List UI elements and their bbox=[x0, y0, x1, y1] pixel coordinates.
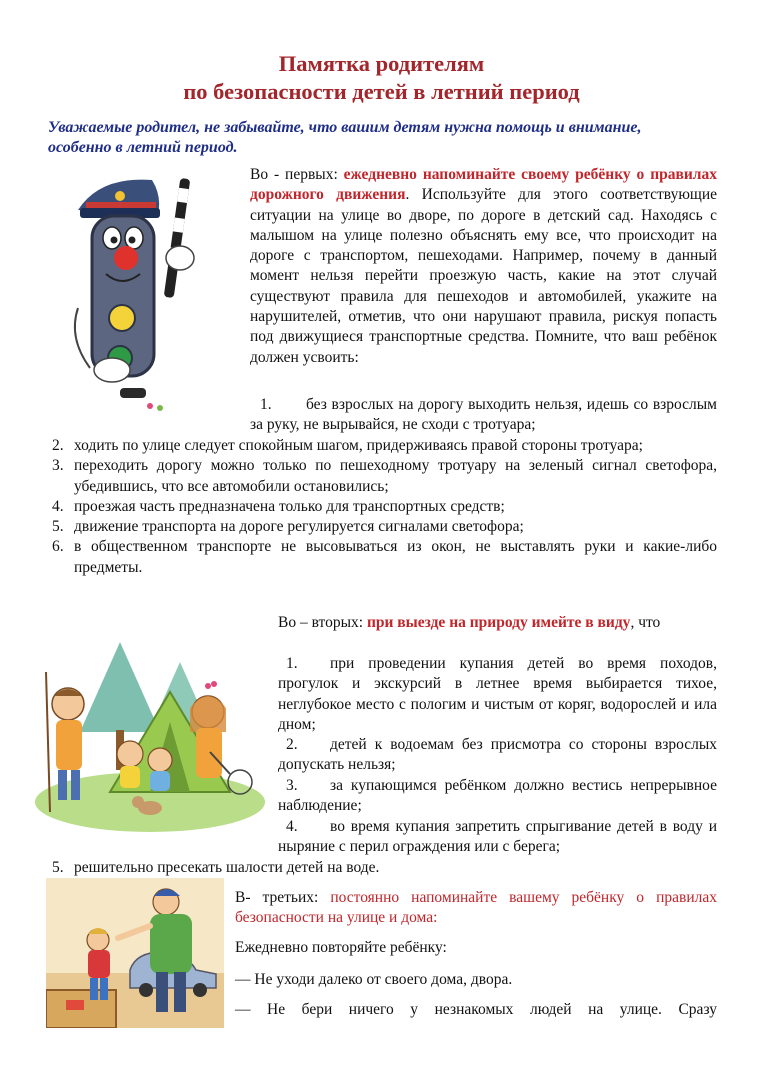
section3-line-2: — Не бери ничего у незнакомых людей на улице. Сразу bbox=[235, 1001, 717, 1018]
list-item: 4. проезжая часть предназначена только для транспортных средств; bbox=[52, 497, 505, 515]
section2-tail: , что bbox=[630, 614, 661, 631]
subtitle-line2: особенно в летний период. bbox=[48, 139, 238, 156]
family-camping-tent-icon bbox=[30, 612, 268, 842]
section3-line-1: — Не уходи далеко от своего дома, двора. bbox=[235, 971, 513, 988]
section1-list bbox=[52, 436, 717, 578]
item-text: без взрослых на дорогу выходить нельзя, идешь со взрослым за руку, не вырывайся, не сходи с тротуара; bbox=[250, 396, 717, 434]
subtitle-line1: Уважаемые родител, не забывайте, что вашим детям нужна помощь и внимание, bbox=[48, 119, 642, 136]
section3-lead: В- третьих: bbox=[235, 889, 331, 906]
section2-paragraph bbox=[278, 613, 717, 633]
section1-lead: Во - первых: bbox=[250, 166, 344, 183]
section2-item-1: 1. при проведении купания детей во время походов, прогулок и экскурсий в летнее время выбирается тихое, неглубокое место с пологим и чистым от коряг, водорослей и ила дном; bbox=[278, 655, 717, 733]
section2-list bbox=[52, 858, 717, 878]
item-number: 1. bbox=[260, 396, 272, 413]
page-title: Памятка родителям bbox=[278, 51, 485, 76]
father-child-street-icon bbox=[46, 878, 224, 1028]
section2-highlight: при выезде на природу имейте в виду bbox=[366, 614, 631, 631]
section2-item-3: 3. за купающимся ребёнком должно вестись непрерывное наблюдение; bbox=[278, 777, 717, 815]
section3-highlight: постоянно напоминайте вашему ребёнку о правилах безопасности на улице и дома: bbox=[235, 889, 717, 927]
list-item: 2. ходить по улице следует спокойным шагом, придерживаясь правой стороны тротуара; bbox=[52, 437, 643, 454]
list-item: 5. решительно пресекать шалости детей на воде. bbox=[52, 859, 380, 876]
section1-body: . Используйте для этого соответствующие ситуации на улице во дворе, по дороге в детский сад. Находясь с малышом на улице полезно объяснять ему все, что происходит на дороге с транспортом, пешеходами. Например, почему в данный момент нельзя перейти проезжую часть, какие на этот случай существуют правила для пешеходов и автомобилей, укажите на нарушителей, отметив, что они нарушают правила, рискуя попасть под движущиеся транспортные средства. Помните, что ваш ребёнок должен усвоить: bbox=[250, 186, 718, 366]
section1-item-1 bbox=[250, 395, 717, 436]
page-title-line2: по безопасности детей в летний период bbox=[183, 79, 580, 104]
section3-intro: Ежедневно повторяйте ребёнку: bbox=[235, 939, 447, 956]
section1-highlight: ежедневно напоминайте своему ребёнку о правилах дорожного движения bbox=[250, 166, 717, 204]
section3-paragraph bbox=[235, 888, 717, 929]
traffic-light-cartoon-icon bbox=[60, 158, 210, 418]
section1-paragraph bbox=[250, 165, 717, 368]
list-item: 5. движение транспорта на дороге регулируется сигналами светофора; bbox=[52, 518, 524, 536]
list-item: 3. переходить дорогу можно только по пешеходному тротуару на зеленый сигнал светофора, убедившись, что все автомобили остановились; bbox=[52, 457, 717, 495]
section2-item-2: 2. детей к водоемам без присмотра со стороны взрослых допускать нельзя; bbox=[278, 736, 717, 774]
list-item: 6. в общественном транспорте не высовываться из окон, не выставлять руки и какие-либо предметы. bbox=[52, 538, 717, 576]
section2-lead: Во – вторых: bbox=[278, 614, 367, 631]
section2-item-4: 4. во время купания запретить спрыгивание детей в воду и ныряние с перил ограждения или с берега; bbox=[278, 818, 717, 856]
